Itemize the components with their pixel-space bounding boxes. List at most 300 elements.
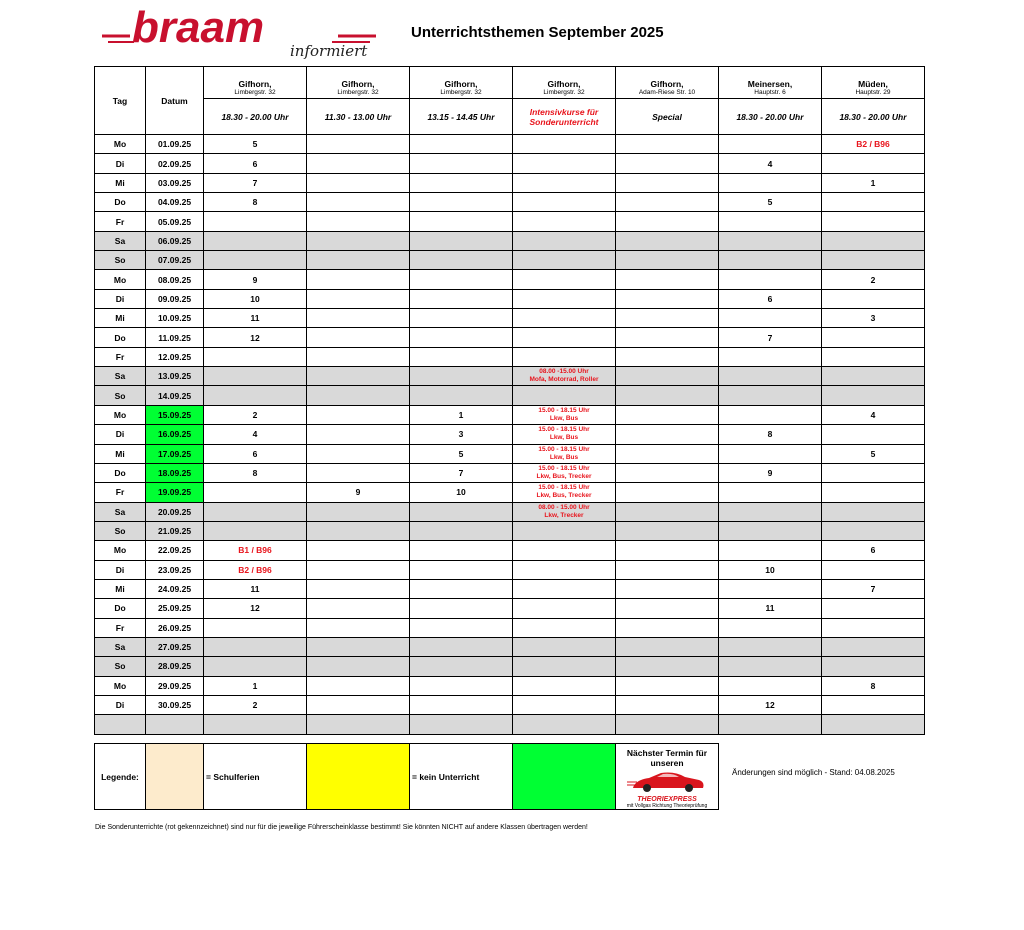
intensivkurs-classes: Lkw, Bus, Trecker: [536, 492, 592, 500]
table-row: [95, 637, 925, 656]
col-header-time: 18.30 - 20.00 Uhr: [719, 99, 822, 135]
cell-special: [616, 676, 719, 695]
braam-logo: [100, 6, 380, 64]
cell-date: 05.09.25: [146, 212, 204, 231]
cell-intensivkurs: [513, 289, 616, 308]
cell-gifhorn-afternoon: 1: [410, 405, 513, 424]
cell-day: So: [95, 251, 146, 270]
cell-mueden: [822, 599, 925, 618]
cell-meinersen: [719, 212, 822, 231]
cell-gifhorn-evening: 1: [204, 676, 307, 695]
cell-gifhorn-evening: 11: [204, 309, 307, 328]
table-row: [95, 695, 925, 714]
cell-gifhorn-midday: [307, 309, 410, 328]
cell-gifhorn-afternoon: [410, 309, 513, 328]
cell-gifhorn-midday: [307, 154, 410, 173]
cell-meinersen: 12: [719, 695, 822, 714]
cell-meinersen: [719, 347, 822, 366]
col-header-location: [719, 67, 822, 99]
theoriexpress-box: [616, 744, 719, 810]
intensivkurs-time: 08.00 -15.00 Uhr: [539, 368, 589, 376]
cell-gifhorn-evening: B2 / B96: [204, 560, 307, 579]
cell-gifhorn-evening: [204, 715, 307, 734]
cell-meinersen: [719, 676, 822, 695]
location-address: Limbergstr. 32: [337, 89, 379, 96]
cell-meinersen: 5: [719, 193, 822, 212]
logo-subtext: informiert: [290, 42, 368, 60]
cell-gifhorn-afternoon: [410, 328, 513, 347]
cell-day: Mi: [95, 579, 146, 598]
cell-special: [616, 405, 719, 424]
table-row: [95, 289, 925, 308]
cell-meinersen: [719, 231, 822, 250]
cell-day: Di: [95, 425, 146, 444]
cell-gifhorn-evening: [204, 231, 307, 250]
cell-gifhorn-afternoon: [410, 270, 513, 289]
table-row: [95, 618, 925, 637]
table-row: [95, 521, 925, 540]
cell-special: [616, 444, 719, 463]
cell-special: [616, 270, 719, 289]
location-address: Limbergstr. 32: [440, 89, 482, 96]
cell-meinersen: [719, 715, 822, 734]
cell-day: Mo: [95, 270, 146, 289]
cell-date: 10.09.25: [146, 309, 204, 328]
intensivkurs-classes: Lkw, Bus, Trecker: [536, 473, 592, 481]
cell-special: [616, 212, 719, 231]
cell-date: 19.09.25: [146, 483, 204, 502]
table-row: [95, 309, 925, 328]
location-address: Limbergstr. 32: [543, 89, 585, 96]
cell-date: 21.09.25: [146, 521, 204, 540]
cell-gifhorn-midday: [307, 618, 410, 637]
cell-meinersen: [719, 135, 822, 154]
cell-mueden: [822, 154, 925, 173]
cell-intensivkurs: [513, 193, 616, 212]
col-header-location: [822, 67, 925, 99]
cell-intensivkurs: [513, 309, 616, 328]
cell-intensivkurs: [513, 270, 616, 289]
cell-date: 29.09.25: [146, 676, 204, 695]
page-title: Unterrichtsthemen September 2025: [411, 24, 664, 41]
logo-text: braam: [132, 6, 265, 52]
cell-date: 07.09.25: [146, 251, 204, 270]
cell-mueden: [822, 463, 925, 482]
location-name: Gifhorn,: [650, 79, 684, 89]
cell-gifhorn-midday: [307, 328, 410, 347]
cell-mueden: B2 / B96: [822, 135, 925, 154]
location-name: Gifhorn,: [238, 79, 272, 89]
cell-day: Mo: [95, 541, 146, 560]
cell-day: Do: [95, 328, 146, 347]
cell-day: Sa: [95, 367, 146, 386]
cell-gifhorn-midday: [307, 173, 410, 192]
cell-day: Fr: [95, 212, 146, 231]
location-address: Hauptstr. 29: [855, 89, 891, 96]
cell-gifhorn-afternoon: [410, 135, 513, 154]
cell-special: [616, 367, 719, 386]
cell-date: 22.09.25: [146, 541, 204, 560]
cell-day: Fr: [95, 483, 146, 502]
footnote: Die Sonderunterrichte (rot gekennzeichnet) sind nur für die jeweilige Führerscheinklasse bestimmt! Sie könnten NICHT auf andere Klassen übertragen werden!: [95, 824, 588, 831]
table-row: [95, 251, 925, 270]
table-row: [95, 579, 925, 598]
col-header-location: [616, 67, 719, 99]
cell-gifhorn-midday: [307, 637, 410, 656]
cell-day: [95, 715, 146, 734]
table-row: [95, 599, 925, 618]
cell-day: So: [95, 386, 146, 405]
cell-meinersen: 6: [719, 289, 822, 308]
legend-label: Legende:: [95, 744, 146, 810]
cell-gifhorn-midday: [307, 502, 410, 521]
cell-special: [616, 579, 719, 598]
cell-gifhorn-midday: [307, 676, 410, 695]
cell-gifhorn-afternoon: [410, 637, 513, 656]
cell-mueden: [822, 231, 925, 250]
cell-day: So: [95, 657, 146, 676]
cell-special: [616, 328, 719, 347]
cell-gifhorn-afternoon: [410, 173, 513, 192]
cell-meinersen: 11: [719, 599, 822, 618]
cell-intensivkurs: [513, 560, 616, 579]
cell-date: 09.09.25: [146, 289, 204, 308]
cell-gifhorn-midday: [307, 599, 410, 618]
cell-mueden: [822, 715, 925, 734]
cell-gifhorn-midday: [307, 231, 410, 250]
cell-gifhorn-midday: [307, 251, 410, 270]
cell-gifhorn-afternoon: 3: [410, 425, 513, 444]
cell-mueden: [822, 386, 925, 405]
cell-gifhorn-midday: [307, 386, 410, 405]
intensivkurs-time: 15.00 - 18.15 Uhr: [538, 406, 590, 414]
cell-date: 25.09.25: [146, 599, 204, 618]
cell-day: Di: [95, 560, 146, 579]
cell-gifhorn-midday: 9: [307, 483, 410, 502]
table-row: [95, 560, 925, 579]
cell-special: [616, 502, 719, 521]
cell-date: 27.09.25: [146, 637, 204, 656]
cell-special: [616, 599, 719, 618]
cell-intensivkurs: [513, 425, 616, 444]
cell-gifhorn-evening: 8: [204, 463, 307, 482]
cell-day: Sa: [95, 231, 146, 250]
cell-gifhorn-midday: [307, 579, 410, 598]
cell-day: Mi: [95, 444, 146, 463]
cell-special: [616, 135, 719, 154]
cell-day: Sa: [95, 502, 146, 521]
cell-gifhorn-afternoon: [410, 541, 513, 560]
cell-special: [616, 231, 719, 250]
cell-special: [616, 695, 719, 714]
location-name: Meinersen,: [747, 79, 793, 89]
cell-gifhorn-evening: [204, 657, 307, 676]
table-row: [95, 715, 925, 734]
cell-gifhorn-evening: 8: [204, 193, 307, 212]
cell-day: Do: [95, 463, 146, 482]
legend-swatch-kein-unterricht: [307, 744, 410, 810]
col-header-time: 11.30 - 13.00 Uhr: [307, 99, 410, 135]
cell-mueden: [822, 657, 925, 676]
cell-meinersen: 10: [719, 560, 822, 579]
cell-gifhorn-midday: [307, 289, 410, 308]
legend-swatch-schulferien: [146, 744, 204, 810]
cell-gifhorn-afternoon: [410, 695, 513, 714]
cell-intensivkurs: [513, 212, 616, 231]
cell-gifhorn-afternoon: [410, 657, 513, 676]
cell-gifhorn-evening: [204, 386, 307, 405]
cell-special: [616, 560, 719, 579]
cell-meinersen: [719, 173, 822, 192]
cell-intensivkurs: [513, 695, 616, 714]
cell-meinersen: 8: [719, 425, 822, 444]
cell-date: 11.09.25: [146, 328, 204, 347]
cell-gifhorn-afternoon: 7: [410, 463, 513, 482]
intensivkurs-classes: Lkw, Trecker: [544, 511, 584, 519]
cell-date: 16.09.25: [146, 425, 204, 444]
table-row: [95, 657, 925, 676]
cell-intensivkurs: [513, 715, 616, 734]
table-row: [95, 347, 925, 366]
cell-gifhorn-evening: [204, 212, 307, 231]
cell-gifhorn-afternoon: [410, 212, 513, 231]
cell-date: [146, 715, 204, 734]
cell-mueden: [822, 695, 925, 714]
cell-meinersen: [719, 444, 822, 463]
cell-intensivkurs: [513, 405, 616, 424]
cell-gifhorn-evening: 2: [204, 695, 307, 714]
cell-gifhorn-midday: [307, 560, 410, 579]
cell-gifhorn-evening: B1 / B96: [204, 541, 307, 560]
cell-mueden: [822, 521, 925, 540]
cell-day: Fr: [95, 347, 146, 366]
cell-intensivkurs: [513, 637, 616, 656]
cell-gifhorn-afternoon: [410, 579, 513, 598]
table-row: [95, 193, 925, 212]
intensivkurs-classes: Lkw, Bus: [549, 414, 579, 422]
table-row: [95, 463, 925, 482]
cell-intensivkurs: [513, 367, 616, 386]
col-header-location: [513, 67, 616, 99]
cell-special: [616, 173, 719, 192]
intensivkurs-classes: Mofa, Motorrad, Roller: [529, 376, 599, 384]
cell-mueden: [822, 328, 925, 347]
cell-day: So: [95, 521, 146, 540]
cell-meinersen: [719, 618, 822, 637]
cell-special: [616, 251, 719, 270]
cell-day: Do: [95, 193, 146, 212]
cell-gifhorn-evening: [204, 521, 307, 540]
cell-date: 17.09.25: [146, 444, 204, 463]
cell-gifhorn-afternoon: [410, 521, 513, 540]
cell-meinersen: [719, 270, 822, 289]
intensivkurs-classes: Lkw, Bus: [549, 434, 579, 442]
cell-intensivkurs: [513, 444, 616, 463]
cell-date: 28.09.25: [146, 657, 204, 676]
col-header-tag: Tag: [95, 67, 146, 135]
cell-date: 15.09.25: [146, 405, 204, 424]
table-row: [95, 405, 925, 424]
cell-mueden: [822, 251, 925, 270]
cell-special: [616, 309, 719, 328]
table-row: [95, 483, 925, 502]
table-row: [95, 541, 925, 560]
location-name: Gifhorn,: [341, 79, 375, 89]
cell-mueden: [822, 637, 925, 656]
cell-gifhorn-afternoon: [410, 560, 513, 579]
cell-special: [616, 425, 719, 444]
cell-mueden: 3: [822, 309, 925, 328]
intensivkurs-time: 08.00 - 15.00 Uhr: [538, 503, 590, 511]
cell-gifhorn-evening: [204, 502, 307, 521]
table-row: [95, 502, 925, 521]
cell-gifhorn-afternoon: [410, 599, 513, 618]
cell-gifhorn-afternoon: [410, 386, 513, 405]
cell-intensivkurs: [513, 521, 616, 540]
cell-mueden: 7: [822, 579, 925, 598]
cell-date: 26.09.25: [146, 618, 204, 637]
cell-special: [616, 541, 719, 560]
cell-meinersen: [719, 309, 822, 328]
cell-intensivkurs: [513, 231, 616, 250]
cell-mueden: [822, 193, 925, 212]
cell-date: 14.09.25: [146, 386, 204, 405]
legend-swatch-green: [513, 744, 616, 810]
cell-gifhorn-evening: 4: [204, 425, 307, 444]
cell-intensivkurs: [513, 173, 616, 192]
cell-date: 08.09.25: [146, 270, 204, 289]
cell-meinersen: [719, 521, 822, 540]
cell-gifhorn-afternoon: [410, 676, 513, 695]
cell-gifhorn-afternoon: 10: [410, 483, 513, 502]
cell-mueden: 2: [822, 270, 925, 289]
cell-gifhorn-afternoon: [410, 251, 513, 270]
col-header-location: [307, 67, 410, 99]
cell-special: [616, 521, 719, 540]
cell-intensivkurs: [513, 618, 616, 637]
cell-meinersen: 9: [719, 463, 822, 482]
cell-day: Mo: [95, 135, 146, 154]
cell-intensivkurs: [513, 676, 616, 695]
cell-mueden: [822, 502, 925, 521]
cell-intensivkurs: [513, 599, 616, 618]
table-row: [95, 425, 925, 444]
cell-intensivkurs: [513, 541, 616, 560]
cell-gifhorn-afternoon: [410, 231, 513, 250]
cell-date: 13.09.25: [146, 367, 204, 386]
cell-intensivkurs: [513, 328, 616, 347]
cell-gifhorn-midday: [307, 347, 410, 366]
table-row: [95, 212, 925, 231]
cell-gifhorn-evening: 12: [204, 599, 307, 618]
cell-gifhorn-evening: 7: [204, 173, 307, 192]
cell-intensivkurs: [513, 386, 616, 405]
cell-date: 02.09.25: [146, 154, 204, 173]
cell-gifhorn-afternoon: 5: [410, 444, 513, 463]
cell-special: [616, 193, 719, 212]
cell-day: Mo: [95, 405, 146, 424]
intensivkurs-time: 15.00 - 18.15 Uhr: [538, 426, 590, 434]
cell-meinersen: 7: [719, 328, 822, 347]
table-row: [95, 444, 925, 463]
cell-special: [616, 483, 719, 502]
cell-gifhorn-evening: 5: [204, 135, 307, 154]
cell-gifhorn-midday: [307, 193, 410, 212]
cell-mueden: 5: [822, 444, 925, 463]
cell-date: 06.09.25: [146, 231, 204, 250]
cell-gifhorn-afternoon: [410, 618, 513, 637]
cell-meinersen: [719, 502, 822, 521]
cell-day: Fr: [95, 618, 146, 637]
cell-special: [616, 715, 719, 734]
location-address: Limbergstr. 32: [234, 89, 276, 96]
cell-special: [616, 386, 719, 405]
col-header-time: Intensivkurse für Sonderunterricht: [513, 99, 616, 135]
cell-intensivkurs: [513, 154, 616, 173]
cell-gifhorn-evening: 9: [204, 270, 307, 289]
schedule-table: [94, 66, 925, 735]
cell-day: Di: [95, 695, 146, 714]
table-row: [95, 676, 925, 695]
cell-gifhorn-midday: [307, 135, 410, 154]
table-row: [95, 386, 925, 405]
next-date-text: Nächster Termin für unseren: [626, 748, 708, 768]
cell-meinersen: [719, 657, 822, 676]
cell-gifhorn-evening: 6: [204, 154, 307, 173]
table-row: [95, 328, 925, 347]
cell-gifhorn-evening: [204, 483, 307, 502]
cell-mueden: [822, 618, 925, 637]
cell-gifhorn-midday: [307, 521, 410, 540]
cell-special: [616, 657, 719, 676]
intensivkurs-time: 15.00 - 18.15 Uhr: [538, 465, 590, 473]
cell-date: 24.09.25: [146, 579, 204, 598]
cell-gifhorn-midday: [307, 463, 410, 482]
cell-gifhorn-midday: [307, 695, 410, 714]
legend-table: [94, 743, 719, 810]
cell-date: 30.09.25: [146, 695, 204, 714]
stand-note: Änderungen sind möglich - Stand: 04.08.2025: [732, 768, 895, 777]
cell-meinersen: [719, 579, 822, 598]
cell-gifhorn-evening: [204, 347, 307, 366]
cell-mueden: 8: [822, 676, 925, 695]
cell-date: 18.09.25: [146, 463, 204, 482]
theoriexpress-logo: THEORIEXPRESS: [637, 796, 697, 803]
cell-special: [616, 463, 719, 482]
cell-gifhorn-midday: [307, 444, 410, 463]
cell-gifhorn-evening: [204, 251, 307, 270]
cell-gifhorn-evening: 6: [204, 444, 307, 463]
cell-gifhorn-midday: [307, 715, 410, 734]
cell-mueden: 6: [822, 541, 925, 560]
col-header-location: [410, 67, 513, 99]
cell-meinersen: 4: [719, 154, 822, 173]
cell-mueden: 4: [822, 405, 925, 424]
cell-gifhorn-evening: 11: [204, 579, 307, 598]
location-name: Gifhorn,: [547, 79, 581, 89]
cell-intensivkurs: [513, 657, 616, 676]
cell-gifhorn-afternoon: [410, 367, 513, 386]
cell-mueden: [822, 347, 925, 366]
cell-gifhorn-midday: [307, 405, 410, 424]
cell-day: Mi: [95, 173, 146, 192]
cell-intensivkurs: [513, 347, 616, 366]
cell-intensivkurs: [513, 251, 616, 270]
cell-special: [616, 289, 719, 308]
cell-mueden: [822, 483, 925, 502]
cell-gifhorn-midday: [307, 212, 410, 231]
cell-meinersen: [719, 483, 822, 502]
